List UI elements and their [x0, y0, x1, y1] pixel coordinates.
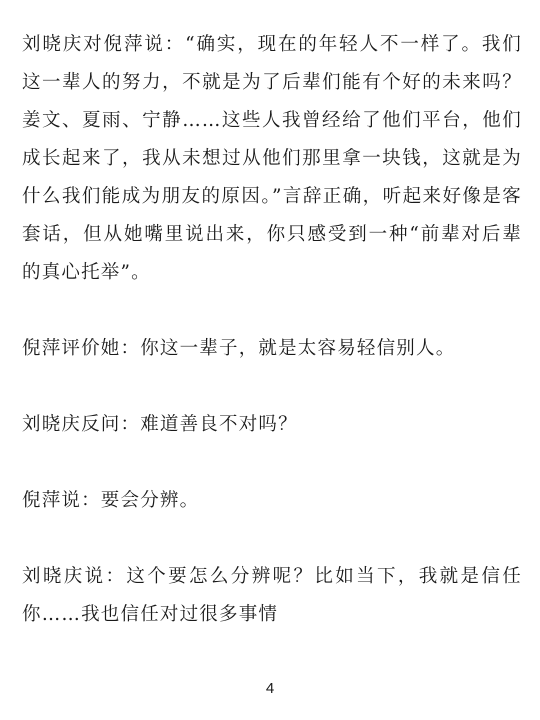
page-number: 4	[265, 680, 275, 697]
paragraph-1: 刘晓庆对倪萍说：“确实，现在的年轻人不一样了。我们这一辈人的努力，不就是为了后辈们能有个好的未来吗？姜文、夏雨、宁静……这些人我曾经给了他们平台，他们成长起来了，我从未想过从他们那里拿一块钱，这就是为什么我们能成为朋友的原因。”言辞正确，听起来好像是客套话，但从她嘴里说出来，你只感受到一种“前辈对后辈的真心托举”。	[22, 34, 522, 283]
document-body	[22, 26, 522, 634]
paragraph-4: 倪萍说：要会分辨。	[22, 490, 200, 511]
paragraph-5: 刘晓庆说：这个要怎么分辨呢？比如当下，我就是信任你……我也信任对过很多事情	[22, 566, 522, 625]
paragraph-2: 倪萍评价她：你这一辈子，就是太容易轻信别人。	[22, 338, 456, 359]
paragraph-3: 刘晓庆反问：难道善良不对吗？	[22, 414, 298, 435]
